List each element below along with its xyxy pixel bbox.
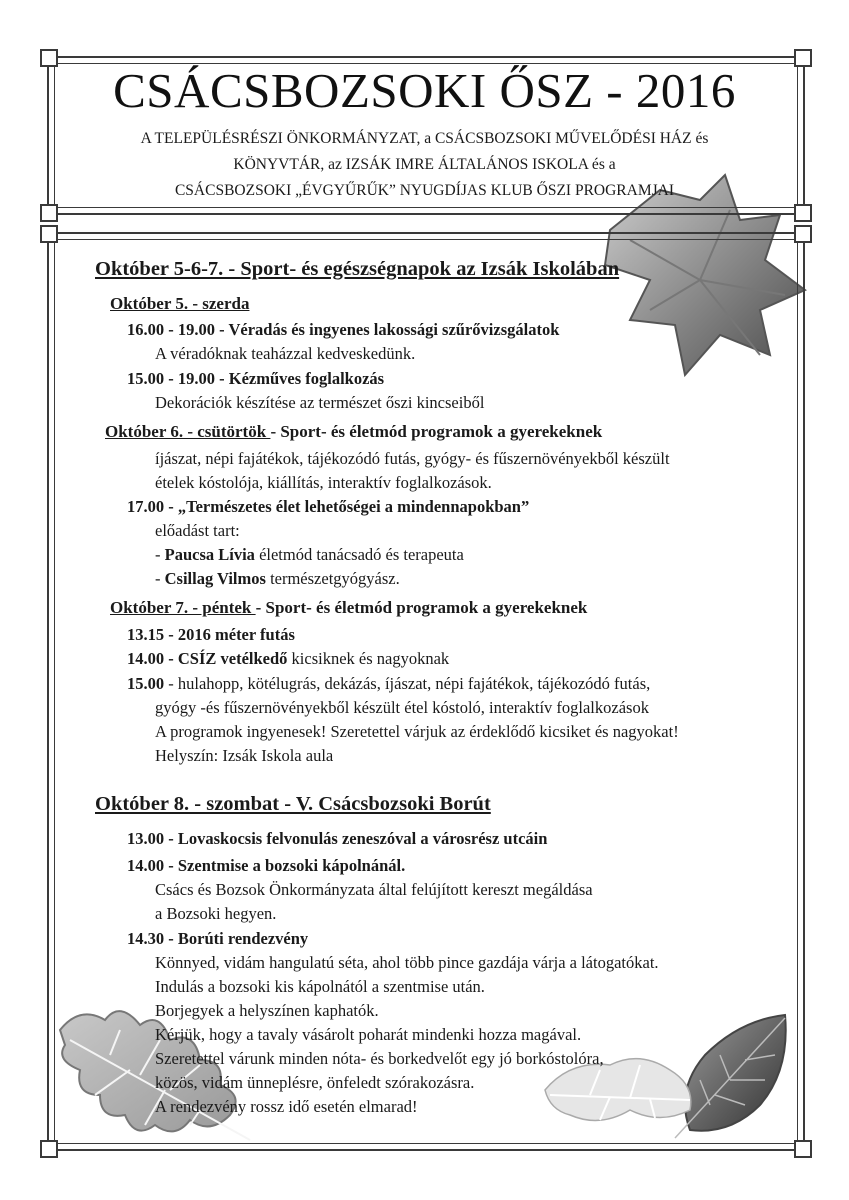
event-description: közös, vidám ünneplésre, önfeledt szórakozásra. — [155, 1073, 475, 1092]
subtitle-line: KÖNYVTÁR, az IZSÁK IMRE ÁLTALÁNOS ISKOLA és a — [233, 156, 616, 173]
day-heading-oct5 — [110, 293, 249, 315]
event-description: Dekorációk készítése az természet őszi kincseiből — [155, 393, 485, 412]
event-description: kicsiknek és nagyoknak — [287, 649, 450, 668]
section-heading-sport: Október 5-6-7. - Sport- és egészségnapok az Izsák Iskolában — [95, 258, 620, 280]
event-description: Könnyed, vidám hangulatú séta, ahol több pince gazdája várja a látogatókat. — [155, 953, 659, 972]
presenter-line — [155, 568, 400, 590]
bullet: - — [155, 569, 165, 588]
day-heading-label: Október 5. - szerda — [110, 294, 250, 313]
venue-line: Helyszín: Izsák Iskola aula — [155, 746, 334, 765]
event-line — [127, 368, 384, 390]
event-time: 16.00 - 19.00 - — [127, 320, 229, 339]
event-time: 15.00 - 19.00 - — [127, 369, 229, 388]
event-description: - hulahopp, kötélugrás, dekázás, íjászat, népi fajátékok, tájékozódó futás, — [164, 674, 651, 693]
event-description: Kérjük, hogy a tavaly vásárolt poharát mindenki hozza magával. — [155, 1025, 582, 1044]
presenter-line — [155, 544, 464, 566]
day-heading-label: Október 7. - péntek — [110, 598, 256, 617]
presenter-name: Paucsa Lívia — [164, 545, 255, 564]
event-description: A programok ingyenesek! Szeretettel várjuk az érdeklődő kicsiket és nagyokat! — [155, 722, 679, 741]
bullet: - — [155, 545, 165, 564]
day-heading-rest: - Sport- és életmód programok a gyerekeknek — [270, 422, 603, 441]
lecture-by: előadást tart: — [155, 521, 240, 540]
subtitle-line: CSÁCSBOZSOKI „ÉVGYŰRŰK” NYUGDÍJAS KLUB ŐSZI PROGRAMJAI — [174, 182, 675, 199]
day-heading-oct7 — [110, 597, 587, 619]
event-description: ételek kóstolója, kiállítás, interaktív foglalkozások. — [155, 473, 492, 492]
event-description: Szeretettel várunk minden nóta- és borkedvelőt egy jó borkóstolóra, — [155, 1049, 604, 1068]
presenter-role: természetgyógyász. — [265, 569, 400, 588]
day-heading-label: Október 6. - csütörtök — [105, 422, 271, 441]
subtitle-line: A TELEPÜLÉSRÉSZI ÖNKORMÁNYZAT, a CSÁCSBOZSOKI MŰVELŐDÉSI HÁZ és — [140, 130, 709, 147]
day-heading-oct6 — [105, 421, 602, 443]
presenter-name: Csillag Vilmos — [164, 569, 266, 588]
event-description: a Bozsoki hegyen. — [155, 904, 277, 923]
event-description: A rendezvény rossz idő esetén elmarad! — [155, 1097, 418, 1116]
day-heading-rest: - Sport- és életmód programok a gyerekeknek — [255, 598, 588, 617]
event-line — [127, 319, 559, 341]
event-line: 14.00 - Szentmise a bozsoki kápolnánál. — [127, 856, 406, 875]
event-title: Kézműves foglalkozás — [228, 369, 385, 388]
event-title: Véradás és ingyenes lakossági szűrővizsgálatok — [228, 320, 560, 339]
lecture-title: 17.00 - „Természetes élet lehetőségei a mindennapokban” — [127, 497, 530, 516]
event-line: 14.30 - Borúti rendezvény — [127, 929, 309, 948]
event-line: 13.00 - Lovaskocsis felvonulás zeneszóval a városrész utcáin — [127, 829, 548, 848]
event-line — [127, 673, 650, 695]
event-description: A véradóknak teaházzal kedveskedünk. — [155, 344, 416, 363]
event-line: 13.15 - 2016 méter futás — [127, 625, 295, 644]
event-description: gyógy -és fűszernövényekből készült étel kóstoló, interaktív foglalkozások — [155, 698, 649, 717]
event-time: 15.00 — [127, 674, 165, 693]
presenter-role: életmód tanácsadó és terapeuta — [254, 545, 464, 564]
event-description: Borjegyek a helyszínen kaphatók. — [155, 1001, 379, 1020]
event-description: Indulás a bozsoki kis kápolnától a szentmise után. — [155, 977, 485, 996]
page-title: CSÁCSBOZSOKI ŐSZ - 2016 — [113, 63, 736, 118]
section-heading-borut: Október 8. - szombat - V. Csácsbozsoki Borút — [95, 793, 491, 815]
event-description: Csács és Bozsok Önkormányzata által felújított kereszt megáldása — [155, 880, 593, 899]
event-title: 14.00 - CSÍZ vetélkedő — [127, 649, 288, 668]
event-description: íjászat, népi fajátékok, tájékozódó futás, gyógy- és fűszernövényekből készült — [155, 449, 670, 468]
event-line — [127, 648, 449, 670]
